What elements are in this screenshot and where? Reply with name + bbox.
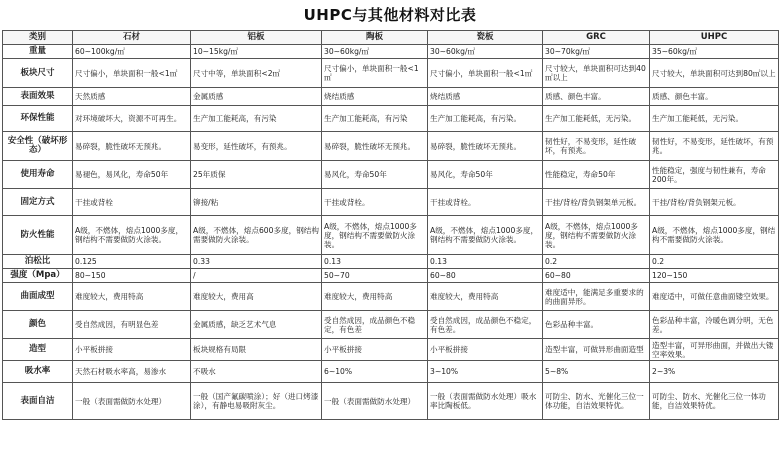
table-cell: 干挂或背栓: [73, 189, 191, 216]
table-cell: 一般（表面需做防水处理）吸水率比陶板低。: [428, 383, 543, 420]
row-header-cell: 表面效果: [3, 88, 73, 106]
table-row: [3, 59, 779, 88]
row-header-cell: 颜色: [3, 311, 73, 339]
row-header-cell: 泊松比: [3, 255, 73, 269]
table-cell: 色彩品种丰富。: [543, 311, 650, 339]
table-cell: 0.2: [650, 255, 779, 269]
table-cell: A级，不燃体，熔点1000多度，钢结构不需要做防火涂装。: [428, 216, 543, 255]
column-header: 瓷板: [428, 31, 543, 45]
table-row: [3, 45, 779, 59]
table-cell: 干挂或背栓。: [428, 189, 543, 216]
table-cell: 难度较大，费用高: [191, 283, 322, 311]
table-row: [3, 255, 779, 269]
table-cell: 尺寸偏小，单块面积一般<1㎡: [73, 59, 191, 88]
table-cell: 易变形，延性破坏，有预兆。: [191, 132, 322, 161]
table-cell: 金属质感，缺乏艺术气息: [191, 311, 322, 339]
table-cell: 60~100kg/㎡: [73, 45, 191, 59]
table-row: [3, 106, 779, 132]
column-header: GRC: [543, 31, 650, 45]
table-cell: 色彩品种丰富，冷暖色调分明，无色差。: [650, 311, 779, 339]
table-row: [3, 216, 779, 255]
table-row: [3, 189, 779, 216]
table-cell: 烧结质感: [322, 88, 428, 106]
table-cell: 金属质感: [191, 88, 322, 106]
table-cell: 50~70: [322, 269, 428, 283]
table-cell: 生产加工能耗高，有污染。: [428, 106, 543, 132]
table-cell: 6~10%: [322, 361, 428, 383]
table-cell: 尺寸较大，单块面积可达到40㎡以上: [543, 59, 650, 88]
table-cell: 难度适中，能满足多重要求的的曲面异形。: [543, 283, 650, 311]
table-cell: 易碎裂，脆性破坏无预兆。: [73, 132, 191, 161]
table-cell: 难度较大，费用特高: [73, 283, 191, 311]
table-cell: 受自然成因，有明显色差: [73, 311, 191, 339]
table-cell: 30~70kg/㎡: [543, 45, 650, 59]
table-cell: 0.125: [73, 255, 191, 269]
table-row: [3, 383, 779, 420]
table-cell: 对环境破坏大，资源不可再生。: [73, 106, 191, 132]
row-header-cell: 重量: [3, 45, 73, 59]
table-cell: 造型丰富，可做异形曲面造型: [543, 339, 650, 361]
table-cell: 0.2: [543, 255, 650, 269]
table-cell: 铆接/粘: [191, 189, 322, 216]
page-title: UHPC与其他材料对比表: [303, 6, 477, 24]
table-cell: 韧性好，不易变形，延性破坏，有预兆。: [650, 132, 779, 161]
table-cell: 易风化，寿命50年: [428, 161, 543, 189]
table-cell: 易碎裂，脆性破坏无预兆。: [428, 132, 543, 161]
table-row: [3, 269, 779, 283]
table-cell: 造型丰富，可异形曲面，并做出大镂空率效果。: [650, 339, 779, 361]
table-cell: 难度较大，费用特高: [322, 283, 428, 311]
table-cell: 0.13: [428, 255, 543, 269]
table-cell: 30~60kg/㎡: [428, 45, 543, 59]
table-cell: 可防尘、防水、光催化三位一体功能，自洁效果特优。: [650, 383, 779, 420]
table-cell: 尺寸偏小，单块面积一般<1㎡: [428, 59, 543, 88]
table-row: [3, 88, 779, 106]
table-cell: A级，不燃体，熔点600多度，钢结构需要做防火涂装。: [191, 216, 322, 255]
table-cell: 易碎裂，脆性破坏无预兆。: [322, 132, 428, 161]
table-cell: 2~3%: [650, 361, 779, 383]
table-cell: 质感、颜色丰富。: [543, 88, 650, 106]
column-header: UHPC: [650, 31, 779, 45]
table-cell: 0.13: [322, 255, 428, 269]
table-cell: 尺寸中等，单块面积<2㎡: [191, 59, 322, 88]
table-cell: /: [191, 269, 322, 283]
column-header: 类别: [3, 31, 73, 45]
table-cell: 生产加工能耗高，有污染: [191, 106, 322, 132]
row-header-cell: 表面自洁: [3, 383, 73, 420]
table-cell: 25年质保: [191, 161, 322, 189]
table-row: [3, 283, 779, 311]
column-header: 铝板: [191, 31, 322, 45]
row-header-cell: 吸水率: [3, 361, 73, 383]
table-cell: 30~60kg/㎡: [322, 45, 428, 59]
table-row: [3, 132, 779, 161]
table-cell: 可防尘、防水、光催化三位一体功能，自洁效果特优。: [543, 383, 650, 420]
table-cell: 生产加工能耗高，有污染: [322, 106, 428, 132]
row-header-cell: 使用寿命: [3, 161, 73, 189]
table-cell: 天然石材吸水率高，易渗水: [73, 361, 191, 383]
table-cell: 5~8%: [543, 361, 650, 383]
table-cell: 韧性好，不易变形，延性破坏，有预兆。: [543, 132, 650, 161]
table-cell: A级，不燃体，熔点1000多度，钢结构不需要做防火涂装。: [650, 216, 779, 255]
table-row: [3, 361, 779, 383]
table-cell: 小平板拼接: [73, 339, 191, 361]
row-header-cell: 防火性能: [3, 216, 73, 255]
table-cell: 小平板拼接: [428, 339, 543, 361]
row-header-cell: 环保性能: [3, 106, 73, 132]
table-cell: 小平板拼接: [322, 339, 428, 361]
table-cell: 质感、颜色丰富。: [650, 88, 779, 106]
table-cell: 80~150: [73, 269, 191, 283]
row-header-cell: 强度（Mpa）: [3, 269, 73, 283]
table-cell: 生产加工能耗低，无污染。: [543, 106, 650, 132]
column-header: 石材: [73, 31, 191, 45]
table-cell: 一般（表面需做防水处理）: [322, 383, 428, 420]
row-header-cell: 板块尺寸: [3, 59, 73, 88]
table-cell: A级，不燃体，熔点1000多度，钢结构不需要做防火涂装。: [73, 216, 191, 255]
table-cell: 性能稳定，寿命50年: [543, 161, 650, 189]
table-row: [3, 311, 779, 339]
table-cell: 生产加工能耗低，无污染。: [650, 106, 779, 132]
table-cell: 易褪色，易风化，寿命50年: [73, 161, 191, 189]
table-cell: 尺寸较大，单块面积可达到80㎡以上: [650, 59, 779, 88]
row-header-cell: 固定方式: [3, 189, 73, 216]
row-header-cell: 造型: [3, 339, 73, 361]
table-cell: 烧结质感: [428, 88, 543, 106]
table-cell: 受自然成因，成品颜色不稳定，有色差。: [428, 311, 543, 339]
table-row: [3, 339, 779, 361]
table-cell: 干挂/背栓/背负钢架元板。: [650, 189, 779, 216]
row-header-cell: 安全性（破坏形态）: [3, 132, 73, 161]
table-cell: 一般（国产氟碳喷涂）；好（进口烤漆涂），有静电易吸附灰尘。: [191, 383, 322, 420]
table-cell: 易风化，寿命50年: [322, 161, 428, 189]
table-cell: 干挂/背栓/背负钢架单元板。: [543, 189, 650, 216]
comparison-table: [2, 30, 779, 420]
column-header: 陶板: [322, 31, 428, 45]
table-cell: 3~10%: [428, 361, 543, 383]
table-cell: 难度较大，费用特高: [428, 283, 543, 311]
table-cell: 性能稳定，强度与韧性兼有，寿命200年。: [650, 161, 779, 189]
header-row: [3, 31, 779, 45]
table-row: [3, 161, 779, 189]
table-cell: 10~15kg/㎡: [191, 45, 322, 59]
table-cell: 35~60kg/㎡: [650, 45, 779, 59]
table-cell: 尺寸偏小，单块面积一般<1㎡: [322, 59, 428, 88]
table-body: [3, 45, 779, 420]
table-cell: 60~80: [543, 269, 650, 283]
table-cell: 受自然成因，成品颜色不稳定，有色差: [322, 311, 428, 339]
table-cell: 干挂或背栓。: [322, 189, 428, 216]
table-cell: 难度适中，可做任意曲面镂空效果。: [650, 283, 779, 311]
table-cell: A级，不燃体，熔点1000多度，钢结构不需要做防火涂装。: [543, 216, 650, 255]
table-cell: 板块规格有局限: [191, 339, 322, 361]
row-header-cell: 曲面成型: [3, 283, 73, 311]
table-cell: 60~80: [428, 269, 543, 283]
table-cell: 0.33: [191, 255, 322, 269]
table-cell: 一般（表面需做防水处理）: [73, 383, 191, 420]
table-cell: A级，不燃体，熔点1000多度，钢结构不需要做防火涂装。: [322, 216, 428, 255]
table-cell: 不吸水: [191, 361, 322, 383]
table-cell: 120~150: [650, 269, 779, 283]
table-cell: 天然质感: [73, 88, 191, 106]
